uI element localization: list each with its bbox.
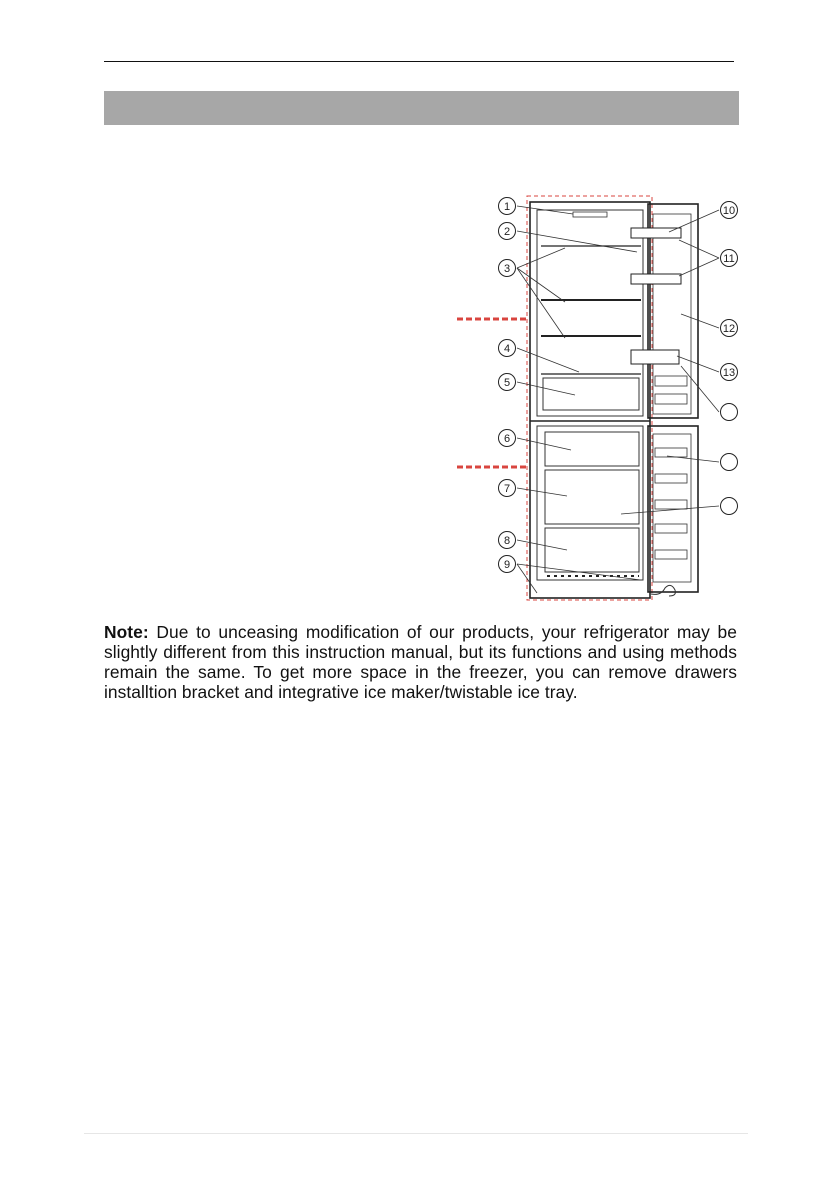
callout-5 (499, 374, 516, 391)
cabinet-body (530, 202, 650, 598)
header-rule (104, 61, 734, 62)
freezer-drawer (545, 432, 639, 466)
callout-8 (499, 532, 516, 549)
door-slot (655, 448, 687, 457)
svg-text:11: 11 (723, 253, 735, 265)
svg-text:13: 13 (722, 367, 736, 379)
note-text: Due to unceasing modification of our products, your refrigerator may be slightly different from this instruction manual, but its functions and using methods remain the same. To get more space in the freezer, you can remove drawers installtion bracket and integrative ice maker/twistable ice tray. (104, 622, 737, 703)
svg-text:8: 8 (503, 535, 511, 547)
callout-4 (499, 340, 516, 357)
power-cord (651, 585, 675, 596)
cabinet-outline-dashed (527, 196, 652, 600)
freezer-drawer (545, 528, 639, 572)
footer-rule (84, 1133, 748, 1134)
light (573, 212, 607, 217)
callout-3 (499, 260, 516, 277)
crisper-drawer (543, 378, 639, 410)
note-label: Note: (104, 622, 149, 643)
freezer-compartment (537, 426, 643, 580)
door-box (655, 376, 687, 386)
callout-blank-3 (721, 498, 738, 515)
callout-13 (721, 364, 738, 381)
callout-12 (721, 320, 738, 337)
callout-10 (721, 202, 738, 219)
callout-2 (499, 223, 516, 240)
svg-text:3: 3 (503, 263, 511, 275)
fridge-compartment (537, 210, 643, 416)
refrigerator-diagram (455, 190, 745, 610)
svg-text:9: 9 (503, 559, 511, 571)
svg-text:4: 4 (503, 343, 511, 355)
callout-blank-1 (721, 404, 738, 421)
door-box (655, 394, 687, 404)
svg-text:5: 5 (503, 377, 511, 389)
callout-1 (499, 198, 516, 215)
svg-text:2: 2 (503, 226, 511, 238)
svg-text:7: 7 (503, 483, 511, 495)
svg-text:12: 12 (722, 323, 736, 335)
door-rack (631, 274, 681, 284)
door-rack (631, 350, 679, 364)
svg-text:6: 6 (503, 433, 511, 445)
freezer-drawer (545, 470, 639, 524)
door-slot (655, 550, 687, 559)
door-slot (655, 524, 687, 533)
note-paragraph (104, 622, 737, 702)
fridge-door-inner (653, 214, 691, 414)
door-rack (631, 228, 681, 238)
svg-text:1: 1 (503, 201, 511, 213)
callout-11 (721, 250, 738, 267)
callout-6 (499, 430, 516, 447)
callout-blank-2 (721, 454, 738, 471)
door-slot (655, 474, 687, 483)
door-slot (655, 500, 687, 509)
callout-9 (499, 556, 516, 573)
svg-text:10: 10 (722, 205, 736, 217)
section-title-bar (104, 91, 739, 125)
callout-7 (499, 480, 516, 497)
